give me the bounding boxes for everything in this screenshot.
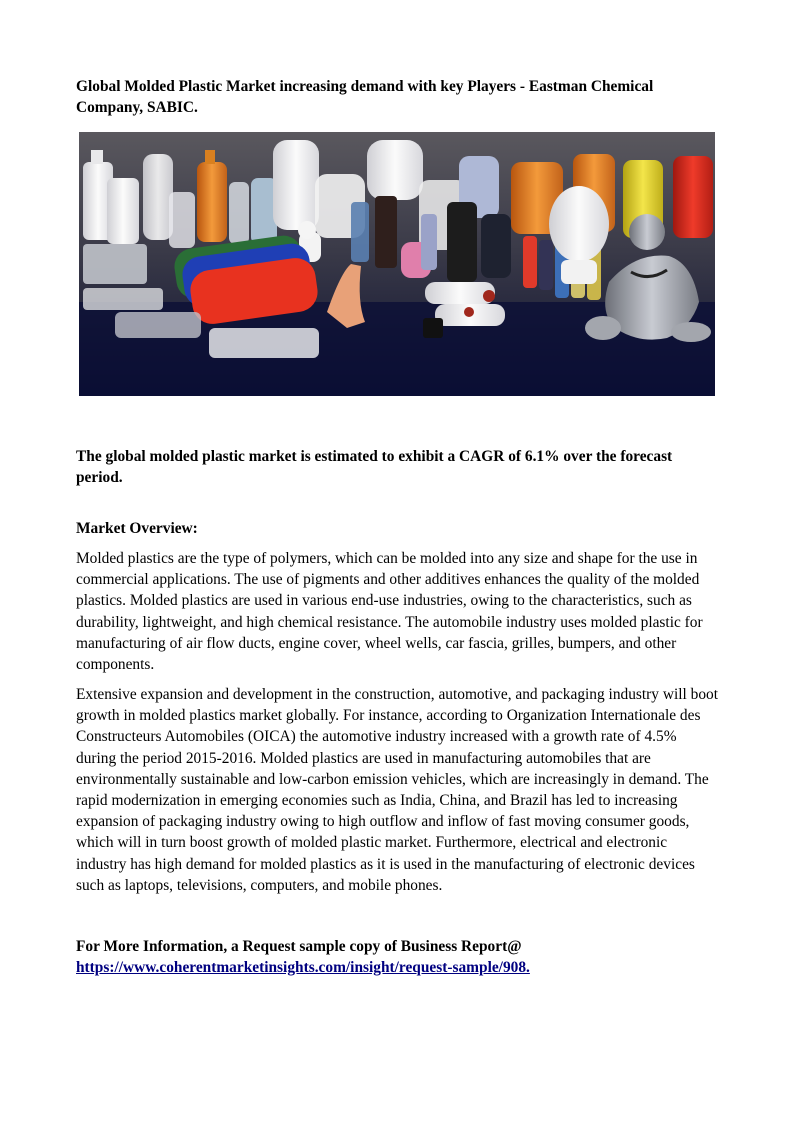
cagr-statement: The global molded plastic market is estimated to exhibit a CAGR of 6.1% over the forecast period.: [76, 448, 673, 486]
request-sample-link[interactable]: https://www.coherentmarketinsights.com/insight/request-sample/908.: [76, 959, 530, 976]
overview-paragraph-1: Molded plastics are the type of polymers, which can be molded into any size and shape for the use in commercial applications. The use of pigments and other additives enhances the quality of the molded plastics. Molded plastics are used in various end-use industries, owing to the characteristics, such as durability, lightweight, and high chemical resistance. The automobile industry uses molded plastic for manufacturing of air flow ducts, engine cover, wheel wells, car fascia, grilles, bumpers, and other components.: [76, 550, 703, 674]
more-information-label: For More Information, a Request sample copy of Business Report@: [76, 938, 522, 955]
document-page: [76, 76, 718, 976]
market-overview-heading: Market Overview:: [76, 520, 198, 537]
overview-paragraph-2: Extensive expansion and development in the construction, automotive, and packaging industry will boot growth in molded plastics market globally. For instance, according to Organization Internationale des Constructeurs Automobiles (OICA) the automotive industry increased with a growth rate of 4.5% during the period 2015-2016. Molded plastics are used in manufacturing automobiles that are environmentally sustainable and low-carbon emission vehicles, which are increasingly in demand. The rapid modernization in emerging economies such as India, China, and Brazil has led to increasing expansion of packaging industry owing to high outflow and inflow of fast moving consumer goods, which will in turn boost growth of molded plastic market. Furthermore, electrical and electronic industry has high demand for molded plastics as it is used in the manufacturing of electronic devices such as laptops, televisions, computers, and mobile phones.: [76, 686, 718, 894]
page-title: Global Molded Plastic Market increasing demand with key Players - Eastman Chemical Company, SABIC.: [76, 78, 654, 116]
molded-plastic-products-photo: [79, 132, 715, 396]
more-information-block: [76, 936, 716, 978]
